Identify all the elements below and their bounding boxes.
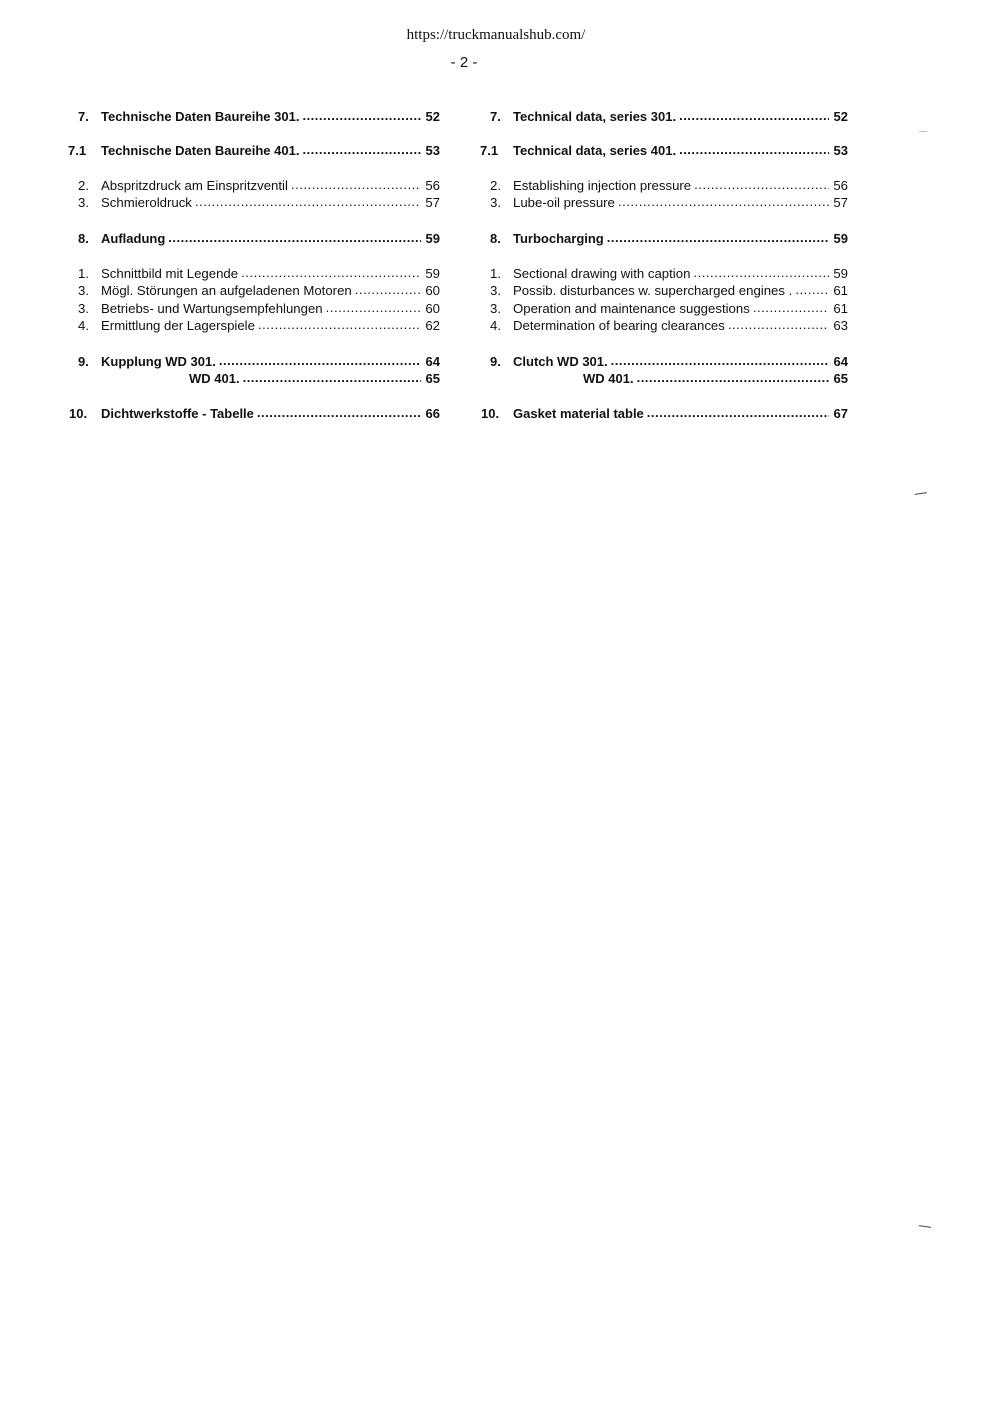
entry-page: 59 <box>833 265 848 281</box>
entry-title: Establishing injection pressure <box>513 177 692 193</box>
entry-title: Ermittlung der Lagerspiele <box>101 318 255 334</box>
scan-mark <box>919 1225 931 1228</box>
entry-title: Schmieroldruck <box>101 195 192 211</box>
entry-number: 4. <box>490 318 501 334</box>
entry-page: 60 <box>425 283 440 299</box>
entry-number: 1. <box>78 265 89 281</box>
entry-page: 56 <box>833 177 848 193</box>
toc-entry <box>474 177 848 194</box>
toc-entry <box>62 405 440 422</box>
dot-leader <box>219 352 421 369</box>
entry-number: 7.1 <box>480 143 499 159</box>
dot-leader <box>302 141 421 158</box>
entry-number: 7. <box>490 109 501 124</box>
dot-leader <box>753 299 829 316</box>
entry-number: 4. <box>78 318 89 334</box>
entry-title: Technische Daten Baureihe 401. <box>101 143 300 159</box>
entry-number: 7. <box>78 109 89 124</box>
entry-page: 60 <box>425 300 440 316</box>
entry-page: 65 <box>833 370 848 386</box>
toc-entry <box>474 317 848 334</box>
entry-page: 61 <box>833 300 848 316</box>
entry-page: 59 <box>425 230 440 246</box>
entry-number: 9. <box>490 353 501 369</box>
toc-english <box>474 108 848 423</box>
entry-number: 3. <box>490 283 501 299</box>
entry-page: 52 <box>833 109 848 124</box>
dot-leader <box>168 229 421 246</box>
dot-leader <box>694 176 829 193</box>
dot-leader <box>241 264 421 281</box>
entry-title: Determination of bearing clearances <box>513 318 725 334</box>
entry-title: WD 401. <box>189 370 240 386</box>
entry-page: 53 <box>833 143 848 159</box>
scan-mark <box>919 131 927 132</box>
toc-entry <box>474 230 848 247</box>
dot-leader <box>679 107 829 124</box>
dot-leader <box>728 316 829 333</box>
dot-leader <box>618 193 829 210</box>
entry-page: 57 <box>425 195 440 211</box>
entry-page: 67 <box>833 406 848 422</box>
entry-title: Lube-oil pressure <box>513 195 615 211</box>
dot-leader <box>326 299 421 316</box>
dot-leader <box>257 404 421 421</box>
entry-page: 64 <box>833 353 848 369</box>
toc-entry <box>62 300 440 317</box>
entry-page: 61 <box>833 283 848 299</box>
entry-title: Possib. disturbances w. supercharged engines . <box>513 283 793 299</box>
entry-page: 63 <box>833 318 848 334</box>
dot-leader <box>679 141 829 158</box>
entry-number: 3. <box>490 195 501 211</box>
entry-page: 66 <box>425 406 440 422</box>
dot-leader <box>611 352 829 369</box>
toc-entry <box>474 282 848 299</box>
entry-number: 10. <box>69 406 88 422</box>
dot-leader <box>637 369 829 386</box>
entry-number: 7.1 <box>68 143 87 159</box>
toc-entry <box>62 265 440 282</box>
dot-leader <box>607 229 829 246</box>
dot-leader <box>291 176 421 193</box>
toc-entry <box>62 317 440 334</box>
toc-entry <box>474 142 848 159</box>
entry-page: 65 <box>425 370 440 386</box>
toc-entry <box>62 177 440 194</box>
entry-number: 2. <box>490 177 501 193</box>
toc-entry <box>62 353 440 370</box>
entry-number: 2. <box>78 177 89 193</box>
dot-leader <box>693 264 829 281</box>
toc-entry <box>474 370 848 387</box>
toc-entry <box>62 230 440 247</box>
page-number: - 2 - <box>450 54 478 71</box>
dot-leader <box>795 281 829 298</box>
entry-number: 3. <box>78 300 89 316</box>
toc-entry <box>62 108 440 125</box>
entry-title: Technische Daten Baureihe 301. <box>101 109 300 124</box>
entry-title: Kupplung WD 301. <box>101 353 216 369</box>
entry-number: 3. <box>78 283 89 299</box>
entry-number: 1. <box>490 265 501 281</box>
toc-entry <box>474 300 848 317</box>
entry-title: Technical data, series 301. <box>513 109 677 124</box>
scan-mark <box>915 492 927 495</box>
entry-title: Operation and maintenance suggestions <box>513 300 750 316</box>
toc-entry <box>474 353 848 370</box>
entry-page: 59 <box>425 265 440 281</box>
entry-title: Betriebs- und Wartungsempfehlungen <box>101 300 323 316</box>
entry-page: 53 <box>425 143 440 159</box>
dot-leader <box>243 369 421 386</box>
entry-title: Mögl. Störungen an aufgeladenen Motoren <box>101 283 352 299</box>
entry-page: 64 <box>425 353 440 369</box>
source-url: https://truckmanualshub.com/ <box>406 27 586 43</box>
toc-entry <box>62 370 440 387</box>
entry-title: Turbocharging <box>513 230 604 246</box>
entry-title: Clutch WD 301. <box>513 353 608 369</box>
dot-leader <box>302 107 421 124</box>
dot-leader <box>195 193 421 210</box>
dot-leader <box>647 404 829 421</box>
toc-entry <box>62 142 440 159</box>
entry-title: Abspritzdruck am Einspritzventil <box>101 177 288 193</box>
entry-number: 3. <box>490 300 501 316</box>
dot-leader <box>258 316 421 333</box>
entry-title: Aufladung <box>101 230 166 246</box>
entry-number: 9. <box>78 353 89 369</box>
toc-entry <box>62 282 440 299</box>
toc-entry <box>474 265 848 282</box>
entry-page: 57 <box>833 195 848 211</box>
entry-title: Sectional drawing with caption <box>513 265 691 281</box>
toc-entry <box>474 405 848 422</box>
toc-german <box>62 108 440 423</box>
entry-title: Schnittbild mit Legende <box>101 265 239 281</box>
toc-entry <box>62 194 440 211</box>
dot-leader <box>355 281 421 298</box>
entry-page: 52 <box>425 109 440 124</box>
entry-title: Gasket material table <box>513 406 644 422</box>
entry-page: 59 <box>833 230 848 246</box>
entry-number: 3. <box>78 195 89 211</box>
entry-title: Dichtwerkstoffe - Tabelle <box>101 406 254 422</box>
entry-page: 62 <box>425 318 440 334</box>
entry-title: Technical data, series 401. <box>513 143 677 159</box>
entry-number: 10. <box>481 406 500 422</box>
entry-page: 56 <box>425 177 440 193</box>
entry-number: 8. <box>490 230 501 246</box>
entry-title: WD 401. <box>583 370 634 386</box>
toc-entry <box>474 194 848 211</box>
entry-number: 8. <box>78 230 89 246</box>
toc-entry <box>474 108 848 125</box>
